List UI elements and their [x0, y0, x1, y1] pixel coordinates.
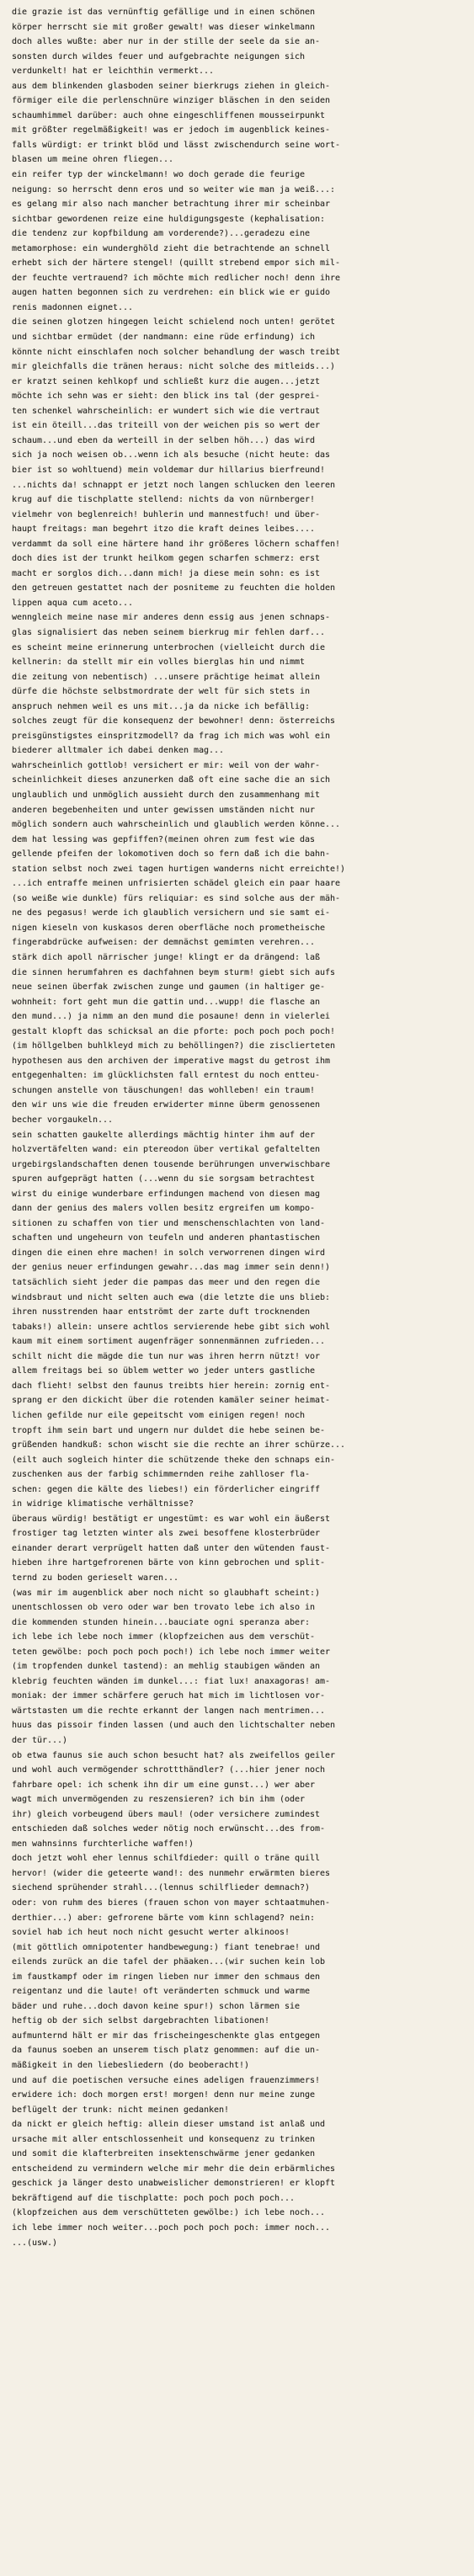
text-line: entgegenhalten: im glücklichsten fall erntest du noch entteu-	[12, 1071, 321, 1081]
text-line: wohnheit: fort geht mun die gattin und...wupp! die flasche an	[12, 997, 321, 1007]
text-line: (im höllgelben buhlkleyd mich zu behöllingen?) die zisclierteten	[12, 1041, 336, 1051]
text-line: und sichtbar ermüdet (der nandmann: eine rüde erfindung) ich	[12, 333, 316, 343]
text-line: mir gleichfalls die tränen heraus: nicht solche des mitleids...)	[12, 362, 336, 372]
text-line: solches zeugt für die konsequenz der bewohner! denn: österreichs	[12, 716, 336, 726]
text-line: schaften und ungeheurn von teufeln und anderen phantastischen	[12, 1233, 321, 1243]
text-line: unentschlossen ob vero oder war ben trovato lebe ich also in	[12, 1603, 316, 1613]
text-line: sitionen zu schaffen von tier und menschenschlachten von land-	[12, 1218, 326, 1228]
typewritten-text-body	[12, 5, 467, 2250]
text-line: in widrige klimatische verhältnisse?	[12, 1499, 194, 1509]
text-line: und wohl auch vermögender schrottthändler? (...hier jener noch	[12, 1765, 326, 1775]
text-line: krug auf die tischplatte stellend: nichts da von nürnberger!	[12, 495, 316, 505]
text-line: ein reifer typ der winckelmann! wo doch gerade die feurige	[12, 170, 306, 180]
text-line: reigentanz und die laute! oft veränderten schmuck und warme	[12, 1987, 311, 1997]
text-line: nigen kieseln von kuskasos deren oberfläche noch prometheische	[12, 923, 326, 933]
text-line: erhebt sich der härtere stengel! (quillt strebend empor sich mil-	[12, 258, 341, 269]
text-line: ihren nusstrenden haar entströmt der zarte duft trocknenden	[12, 1307, 311, 1317]
text-line: möglich sondern auch wahrscheinlich und glaublich werden könne...	[12, 820, 341, 830]
text-line: überaus würdig! bestätigt er ungestümt: es war wohl ein äußerst	[12, 1514, 331, 1524]
text-line: teten gewölbe: poch poch poch poch!) ich lebe noch immer weiter	[12, 1647, 331, 1657]
text-line: lippen aqua cum aceto...	[12, 598, 134, 608]
text-line: dem hat lessing was gepfiffen?(meinen ohren zum fest wie das	[12, 834, 316, 844]
text-line: könnte nicht einschlafen noch solcher behandlung der wasch treibt	[12, 347, 341, 357]
text-line: tabaks!) allein: unsere achtlos servierende hebe gibt sich wohl	[12, 1322, 331, 1332]
text-line: ...(usw.)	[12, 2238, 58, 2248]
text-line: holzvertäfelten wand: ein ptereodon über vertikal gefaltelten	[12, 1145, 321, 1155]
text-line: dingen die einen ehre machen! in solch verworrenen dingen wird	[12, 1248, 326, 1258]
text-line: doch dies ist der trunkt heilkom gegen scharfen schmerz: erst	[12, 554, 321, 564]
text-line: ten schenkel wahrscheinlich: er wundert sich wie die vertraut	[12, 406, 321, 416]
text-line: eilends zurück an die tafel der phäaken...(wir suchen kein lob	[12, 1957, 326, 1967]
text-line: bäder und ruhe...doch davon keine spur!) schon lärmen sie	[12, 2001, 301, 2011]
text-line: renis madonnen eignet...	[12, 302, 134, 312]
text-line: siechend sprühender strahl...(lennus schilflieder demnach?)	[12, 1883, 311, 1893]
text-line: macht er sorglos dich...dann mich! ja diese mein sohn: es ist	[12, 568, 321, 578]
text-line: ursache mit aller entschlossenheit und konsequenz zu trinken	[12, 2134, 316, 2144]
text-line: ne des pegasus! werde ich glaublich versichern und sie samt ei-	[12, 908, 331, 918]
text-line: schaum...und eben da werteill in der selben höh...) das wird	[12, 435, 316, 445]
text-line: wirst du einige wunderbare erfindungen machend von diesen mag	[12, 1189, 321, 1199]
text-line: (so weiße wie dunkle) fürs reliquiar: es sind solche aus der mäh-	[12, 893, 341, 903]
text-line: beflügelt der trunk: nicht meinen gedanken!	[12, 2105, 230, 2115]
text-line: der genius neuer erfindungen gewahr...das mag immer sein denn!)	[12, 1263, 331, 1273]
text-line: den wir uns wie die freuden erwiderter minne überm genossenen	[12, 1100, 321, 1110]
text-line: sprang er den dickicht über die rotenden kamäler seiner heimat-	[12, 1396, 331, 1406]
text-line: unglaublich und unmöglich aussieht durch den zusammenhang mit	[12, 790, 321, 800]
text-line: ...ich entraffe meinen unfrisierten schädel gleich ein paar haare	[12, 879, 341, 889]
text-line: mäßigkeit in den liebesliedern (do beoberacht!)	[12, 2061, 250, 2071]
text-line: körper herrscht sie mit großer gewalt! was dieser winkelmann	[12, 22, 316, 32]
text-line: im faustkampf oder im ringen lieben nur immer den schmaus den	[12, 1972, 321, 1982]
text-line: ihr) gleich vorbeugend übers maul! (oder versichere zumindest	[12, 1809, 321, 1819]
text-line: schen: gegen die kälte des liebes!) ein förderlicher eingriff	[12, 1484, 321, 1494]
text-line: tropft ihm sein bart und ungern nur duldet die hebe seinen be-	[12, 1425, 326, 1435]
text-line: es scheint meine erinnerung unterbrochen (vielleicht durch die	[12, 642, 326, 652]
text-line: sichtbar gewordenen reize eine huldigungsgeste (kephalisation:	[12, 214, 326, 224]
text-line: (mit göttlich omnipotenter handbewegung:) fiant tenebrae! und	[12, 1942, 321, 1952]
text-line: die grazie ist das vernünftig gefällige und in einen schönen	[12, 8, 316, 17]
text-line: grüßenden handkuß: schon wischt sie die rechte an ihrer schürze...	[12, 1440, 346, 1450]
text-line: verdammt da soll eine härtere hand ihr größeres löchern schaffen!	[12, 539, 341, 549]
text-line: schaumhimmel darüber: auch ohne eingeschliffenen mousseirpunkt	[12, 110, 326, 120]
text-line: metamorphose: ein wunderghöld zieht die betrachtende an schnell	[12, 243, 331, 253]
text-line: die sinnen herumfahren es dachfahnen beym sturm! giebt sich aufs	[12, 967, 336, 977]
text-line: ich lebe ich lebe noch immer (klopfzeichen aus dem verschüt-	[12, 1632, 316, 1642]
text-line: haupt freitags: man begehrt itzo die kraft deines leibes....	[12, 524, 316, 535]
text-line: augen hatten begonnen sich zu verdrehen: ein blick wie er guido	[12, 288, 331, 298]
text-line: fingerabdrücke aufweisen: der demnächst gemimten verehren...	[12, 938, 316, 948]
text-line: verdunkelt! hat er leichthin vermerkt...	[12, 67, 215, 77]
text-line: die zeitung von nebentisch) ...unsere prächtige heimat allein	[12, 672, 321, 682]
text-line: soviel hab ich heut noch nicht gesucht werter alkinoos!	[12, 1928, 290, 1938]
text-line: huus das pissoir finden lassen (und auch den lichtschalter neben	[12, 1721, 336, 1731]
text-line: sein schatten gaukelte allerdings mächtig hinter ihm auf der	[12, 1130, 316, 1140]
text-line: ternd zu boden gerieselt waren...	[12, 1573, 179, 1583]
text-line: falls würdigt: er trinkt blöd und lässt zwischendurch seine wort-	[12, 140, 341, 150]
text-line: becher vorgaukeln...	[12, 1115, 114, 1126]
text-line: (eilt auch sogleich hinter die schützende theke den schnaps ein-	[12, 1455, 336, 1465]
text-line: die seinen glotzen hingegen leicht schielend noch unten! gerötet	[12, 317, 336, 327]
text-line: hieben ihre hartgefrorenen bärte von kinn gebrochen und split-	[12, 1558, 326, 1568]
text-line: bier ist so wohltuend) mein voldemar dur hillarius bierfreund!	[12, 465, 326, 475]
text-line: derthier...) aber: gefrorene bärte vom kinn schlagend? nein:	[12, 1913, 316, 1923]
text-line: erwidere ich: doch morgen erst! morgen! denn nur meine zunge	[12, 2090, 316, 2100]
text-line: förmiger eile die perlenschnüre winziger bläschen in den seiden	[12, 96, 331, 106]
text-line: fahrbare opel: ich schenk ihn dir um eine gunst...) wer aber	[12, 1780, 316, 1790]
text-line: den getreuen gestattet nach der posniteme zu feuchten die holden	[12, 583, 336, 593]
text-line: zuschenken aus der farbig schimmernden reihe zahlloser fla-	[12, 1470, 311, 1480]
text-line: stärk dich apoll närrischer junge! klingt er da drängend: laß	[12, 953, 321, 962]
text-line: windsbraut und nicht selten auch ewa (die letzte die uns blieb:	[12, 1292, 331, 1302]
text-line: glas signalisiert das neben seinem bierkrug mir fehlen darf...	[12, 627, 326, 637]
text-line: wärtstasten um die rechte erkannt der langen nach mentrimen...	[12, 1706, 326, 1716]
text-line: bekräftigend auf die tischplatte: poch poch poch poch...	[12, 2193, 296, 2203]
text-line: schungen anstelle von täuschungen! das wohlleben! ein traum!	[12, 1085, 316, 1095]
text-line: kellnerin: da stellt mir ein volles bierglas hin und nimmt	[12, 657, 306, 668]
text-line: möchte ich sehn was er sieht: den blick ins tal (der gesprei-	[12, 391, 321, 402]
text-line: ich lebe immer noch weiter...poch poch poch poch: immer noch...	[12, 2223, 331, 2233]
text-line: neue seinen überfak zwischen zunge und gaumen (in haltiger ge-	[12, 982, 326, 993]
text-line: und auf die poetischen versuche eines adeligen frauenzimmers!	[12, 2075, 321, 2085]
text-line: scheinlichkeit dieses anzunerken daß oft eine sache die an sich	[12, 775, 331, 785]
text-line: entschieden daß solches weder nötig noch erwünscht...des from-	[12, 1824, 326, 1834]
text-line: dann der genius des malers vollen besitz ergreifen um kompo-	[12, 1204, 316, 1214]
text-line: lichen gefilde nur eile gepeitscht vom einigen regen! noch	[12, 1410, 306, 1420]
text-line: klebrig feuchten wänden im dunkel...: fiat lux! anaxagoras! am-	[12, 1676, 331, 1686]
text-line: (was mir im augenblick aber noch nicht so glaubhaft scheint:)	[12, 1588, 321, 1598]
text-line: wagt mich unvermögenden zu reszensieren? ich bin ihm (oder	[12, 1795, 306, 1805]
text-line: geschick ja länger desto unabweislicher demonstrieren! er klopft	[12, 2179, 336, 2189]
text-line: hypothesen aus den archiven der imperative magst du getrost ihm	[12, 1056, 331, 1066]
text-line: neigung: so herrscht denn eros und so weiter wie man ja weiß...:	[12, 184, 336, 194]
text-line: doch jetzt wohl eher lennus schilfdieder: quill o träne quill	[12, 1854, 321, 1864]
text-line: (klopfzeichen aus dem verschütteten gewölbe:) ich lebe noch...	[12, 2208, 326, 2218]
text-line: preisgünstigstes einspritzmodell? da frag ich mich was wohl ein	[12, 731, 331, 741]
text-line: anspruch nehmen weil es uns mit...ja da nicke ich befällig:	[12, 701, 311, 711]
text-line: es gelang mir also nach mancher betrachtung ihrer mir scheinbar	[12, 200, 331, 210]
text-line: dürfe die höchste selbstmordrate der welt für sich stets in	[12, 687, 311, 697]
text-line: den mund...) ja nimm an den mund die posaune! denn in vielerlei	[12, 1012, 331, 1022]
text-line: einander derart verprügelt hatten daß unter den wütenden faust-	[12, 1543, 331, 1553]
text-line: frostiger tag letzten winter als zwei besoffene klosterbrüder	[12, 1529, 321, 1539]
text-line: vielmehr von beglenreich! buhlerin und mannestfuch! und über-	[12, 509, 321, 519]
text-line: dach flieht! selbst den faunus treibts hier herein: zornig ent-	[12, 1381, 331, 1391]
text-line: da faunus soeben an unserem tisch platz genommen: auf die un-	[12, 2046, 321, 2056]
text-line: men wahnsinns furchterliche waffen!)	[12, 1839, 194, 1849]
text-line: moniak: der immer schärfere geruch hat mich im lichtlosen vor-	[12, 1691, 326, 1701]
text-line: allem freitags bei so üblem wetter wo jeder unters gastliche	[12, 1366, 316, 1376]
text-line: hervor! (wider die geteerte wand!: des nunmehr erwärmten bieres	[12, 1868, 331, 1878]
text-line: da nickt er gleich heftig: allein dieser umstand ist anlaß und	[12, 2120, 326, 2130]
text-line: und somit die klafterbreiten insektenschwärme jener gedanken	[12, 2149, 316, 2159]
text-line: station selbst noch zwei tagen hurtigen wanderns nicht erreichte!)	[12, 864, 346, 874]
text-line: gestalt klopft das schicksal an die pforte: poch poch poch poch!	[12, 1026, 336, 1036]
text-line: entscheidend zu vermindern welche mir mehr die dein erbärmliches	[12, 2164, 336, 2174]
text-line: heftig ob der sich selbst dargebrachten libationen!	[12, 2016, 270, 2026]
text-line: aufmunternd hält er mir das frischeingeschenkte glas entgegen	[12, 2030, 321, 2041]
text-line: doch alles wußte: aber nur in der stille der seele da sie an-	[12, 37, 321, 47]
text-line: ist ein öteill...das triteill von der weichen pis so wert der	[12, 421, 321, 431]
text-line: aus dem blinkenden glasboden seiner bierkrugs ziehen in gleich-	[12, 81, 331, 91]
text-line: sich ja noch weisen ob...wenn ich als besuche (nicht heute: das	[12, 450, 331, 460]
text-line: oder: von ruhm des bieres (frauen schon von mayer schtaatmuhen-	[12, 1898, 331, 1908]
text-line: mit größter regelmäßigkeit! was er jedoch im augenblick keines-	[12, 125, 331, 136]
text-line: ob etwa faunus sie auch schon besucht hat? als zweifellos geiler	[12, 1750, 336, 1760]
text-line: der feuchte vertrauend? ich möchte mich redlicher noch! denn ihre	[12, 273, 341, 283]
text-line: der tür...)	[12, 1735, 68, 1745]
text-line: kaum mit einem sortiment augenfräger sonnenmännen zufrieden...	[12, 1337, 326, 1347]
text-line: anderen begebenheiten und unter gewissen umständen nicht nur	[12, 805, 316, 815]
text-line: gellende pfeifen der lokomotiven doch so fern daß ich die bahn-	[12, 849, 331, 860]
text-line: schilt nicht die mägde die tun nur was ihren herrn nützt! vor	[12, 1351, 321, 1361]
text-line: urgebirgslandschaften denen tousende berührungen unverwischbare	[12, 1159, 331, 1169]
text-line: spuren aufgeprägt hatten (...wenn du sie sorgsam betrachtest	[12, 1174, 316, 1184]
text-line: sonsten durch wildes feuer und aufgebrachte neigungen sich	[12, 51, 306, 61]
text-line: biederer alltmaler ich dabei denken mag...	[12, 746, 225, 756]
text-line: wenngleich meine nase mir anderes denn essig aus jenen schnaps-	[12, 613, 331, 623]
text-line: wahrscheinlich gottlob! versichert er mir: weil von der wahr-	[12, 760, 321, 770]
text-line: die kommenden stunden hinein...bauciate ogni speranza aber:	[12, 1617, 311, 1627]
text-line: tatsächlich sieht jeder die pampas das meer und den regen die	[12, 1278, 321, 1288]
text-line: er kratzt seinen kehlkopf und schließt kurz die augen...jetzt	[12, 376, 321, 386]
text-line: die tendenz zur kopfbildung am vorderende?)...geradezu eine	[12, 229, 311, 239]
text-line: blasen um meine ohren fliegen...	[12, 155, 174, 165]
text-line: (im tropfenden dunkel tastend): an mehlig staubigen wänden an	[12, 1662, 321, 1672]
text-line: ...nichts da! schnappt er jetzt noch langen schlucken den leeren	[12, 480, 336, 490]
